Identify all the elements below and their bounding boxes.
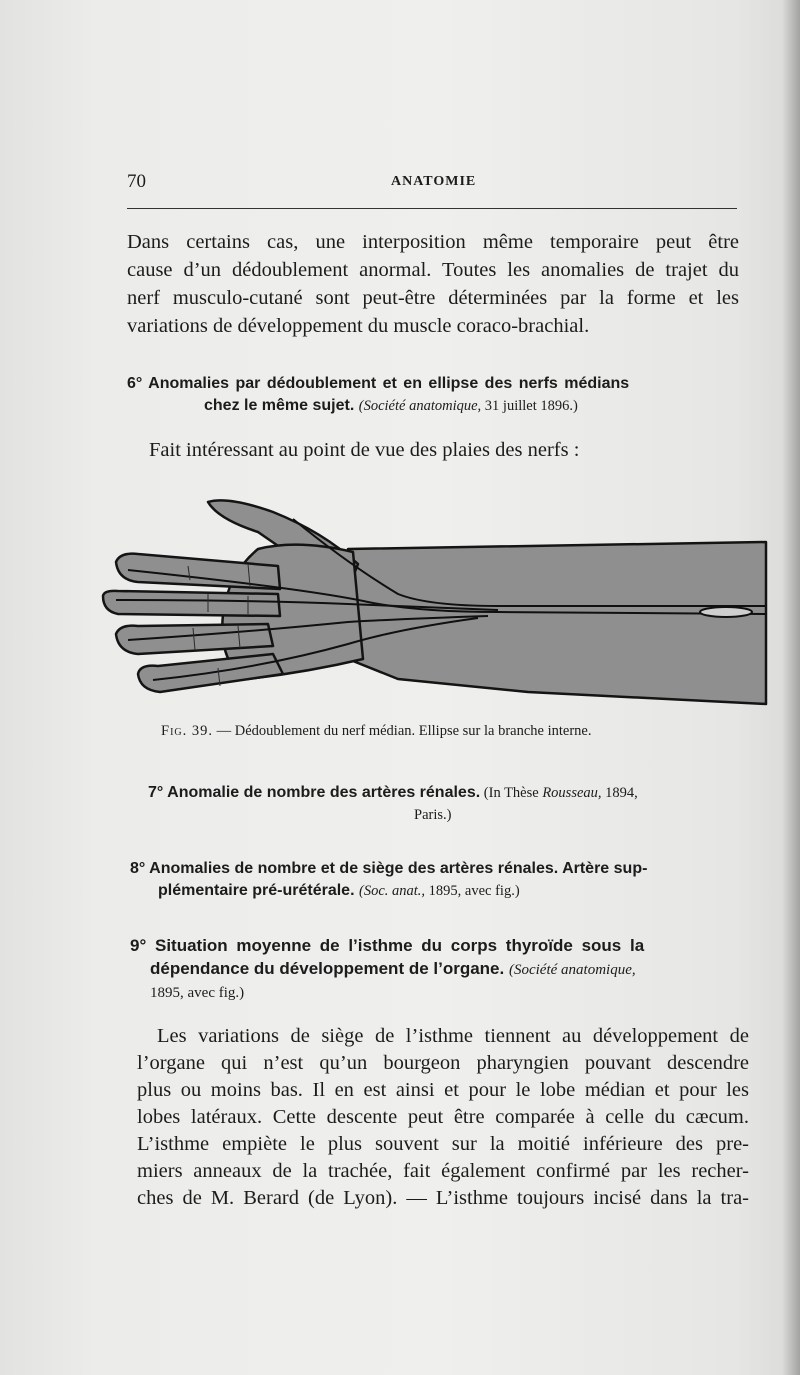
paragraph-line: lobes latéraux. Cette descente peut être comparée à celle du cæcum. bbox=[137, 1106, 749, 1128]
intro-text: Fait intéressant au point de vue des plaies des nerfs : bbox=[149, 439, 580, 461]
paragraph-line: plus ou moins bas. Il en est ainsi et pour le lobe médian et pour les bbox=[137, 1079, 749, 1101]
item-7-source-year: 1894, bbox=[601, 785, 638, 801]
paragraph-line: L’isthme empiète le plus souvent sur la moitié inférieure des pre- bbox=[137, 1133, 749, 1155]
figure-label: Fig. 39. bbox=[161, 723, 213, 739]
item-6-heading bbox=[127, 373, 747, 417]
item-8-heading bbox=[130, 858, 750, 902]
paragraph-1 bbox=[127, 228, 739, 340]
item-8-title: 8° Anomalies de nombre et de siège des artères rénales. Artère sup- bbox=[130, 860, 648, 877]
paragraph-line: ches de M. Berard (de Lyon). — L’isthme toujours incisé dans la tra- bbox=[137, 1187, 749, 1209]
item-6-source bbox=[359, 398, 578, 414]
item-6-source-journal: (Société anatomique, bbox=[358, 398, 482, 414]
item-7-source-author: Rousseau, bbox=[542, 785, 602, 801]
item-7-heading bbox=[148, 782, 748, 826]
page-number: 70 bbox=[127, 171, 146, 192]
item-9-source-date: 1895, avec fig.) bbox=[150, 985, 245, 1001]
paragraph-line: Les variations de siège de l’isthme tiennent au développement de bbox=[157, 1025, 749, 1047]
item-8-subtitle bbox=[130, 880, 750, 902]
paragraph-line: Dans certains cas, une interposition même temporaire peut être bbox=[127, 231, 739, 253]
intro-line bbox=[149, 436, 749, 464]
paragraph-line: cause d’un dédoublement anormal. Toutes les anomalies de trajet du bbox=[127, 259, 739, 281]
item-9-title: 9° Situation moyenne de l’isthme du corps thyroïde sous la bbox=[130, 936, 645, 955]
page-header bbox=[127, 171, 737, 193]
item-6-source-date: 31 juillet 1896.) bbox=[481, 398, 578, 414]
item-9-heading bbox=[130, 934, 750, 1005]
item-8-source-journal: (Soc. bbox=[358, 883, 389, 899]
paragraph-line: variations de développement du muscle coraco-brachial. bbox=[127, 315, 590, 337]
item-7-source bbox=[480, 785, 638, 801]
figure-caption bbox=[161, 723, 761, 740]
paragraph-line: miers anneaux de la trachée, fait également confirmé par les recher- bbox=[137, 1160, 749, 1182]
item-7-title-line bbox=[148, 782, 748, 804]
header-rule bbox=[127, 208, 737, 209]
item-9-subtitle bbox=[130, 957, 750, 982]
item-7-source-city: Paris.) bbox=[414, 807, 452, 823]
page-edge-shadow bbox=[782, 0, 800, 1375]
item-6-subtitle bbox=[127, 395, 747, 417]
item-9-subject: dépendance du développement de l’organe. bbox=[150, 959, 505, 978]
running-title: ANATOMIE bbox=[391, 174, 477, 189]
paragraph-line: l’organe qui n’est qu’un bourgeon pharyngien pouvant descendre bbox=[137, 1052, 749, 1074]
arm-illustration bbox=[98, 494, 768, 709]
item-7-title: 7° Anomalie de nombre des artères rénales. bbox=[148, 784, 481, 801]
paragraph-2 bbox=[137, 1023, 749, 1212]
item-8-source bbox=[359, 883, 520, 899]
item-6-subject: chez le même sujet. bbox=[204, 397, 355, 414]
item-8-source-date: 1895, avec fig.) bbox=[425, 883, 520, 899]
figure-caption-text: — Dédoublement du nerf médian. Ellipse sur la branche interne. bbox=[213, 723, 592, 739]
item-8-source-journal-2: anat., bbox=[392, 883, 426, 899]
item-7-source-pre: (In Thèse bbox=[480, 785, 543, 801]
item-9-source bbox=[509, 962, 636, 978]
item-9-source-journal: (Société anatomique, bbox=[508, 962, 636, 978]
item-8-subject: plémentaire pré-urétérale. bbox=[158, 882, 355, 899]
paragraph-line: nerf musculo-cutané sont peut-être déterminées par la forme et les bbox=[127, 287, 739, 309]
item-6-title: 6° Anomalies par dédoublement et en ellipse des nerfs médians bbox=[127, 375, 630, 392]
